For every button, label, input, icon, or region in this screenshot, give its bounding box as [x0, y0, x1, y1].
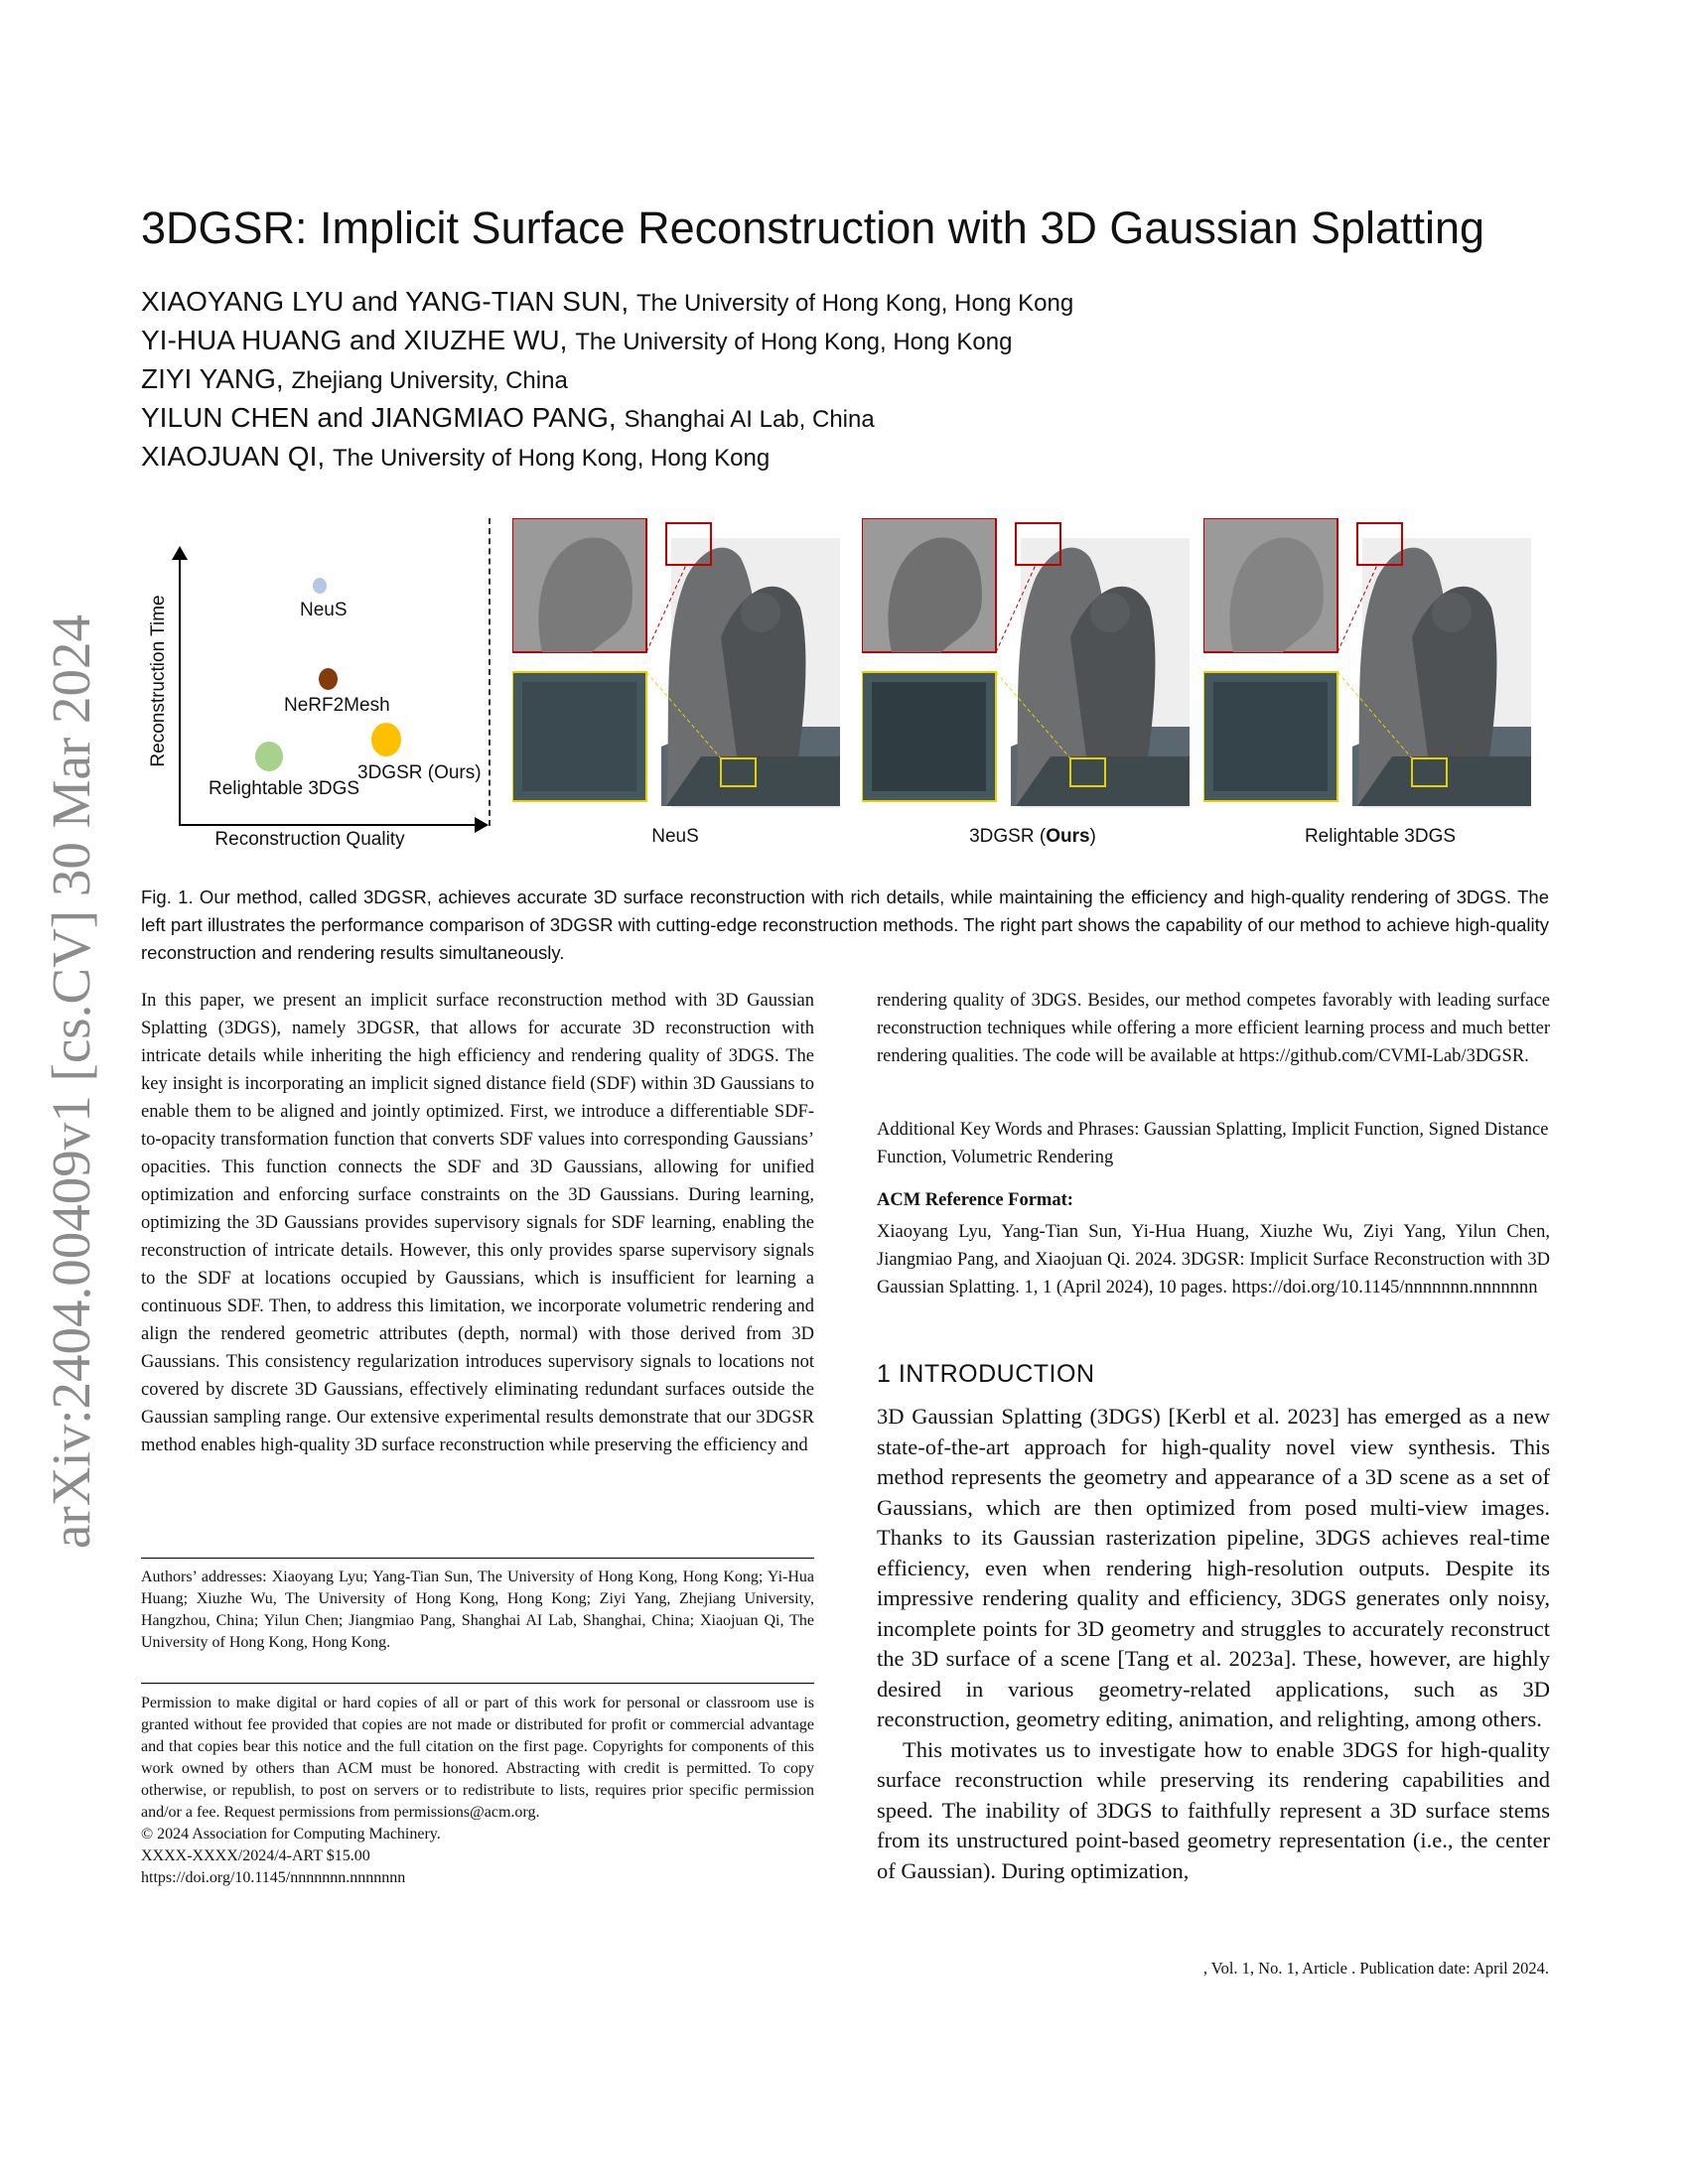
y-axis — [179, 556, 181, 826]
statue-render-image — [862, 518, 1190, 808]
point-label-nerf2mesh: NeRF2Mesh — [284, 695, 390, 716]
author-line — [141, 402, 875, 434]
permission-text: Permission to make digital or hard copies of all or part of this work for personal or classroom use is granted without fee provided that copies are not made or distributed for profit or commercial advantage and that copies bear this notice and the full citation on the first page. Copyrights for components of this work owned by others than ACM must be honored. Abstracting with credit is permitted. To copy otherwise, or republish, to post on servers or to redistribute to lists, requires prior specific permission and/or a fee. Request permissions from permissions@acm.org. — [141, 1695, 814, 1821]
acm-reference: Xiaoyang Lyu, Yang-Tian Sun, Yi-Hua Huang, Xiuzhe Wu, Ziyi Yang, Yilun Chen, Jiangmiao Pang, and Xiaojuan Qi. 2024. 3DGSR: Implicit Surface Reconstruction with 3D Gaussian Splatting. 1, 1 (April 2024), 10 pages. https://doi.org/10.1145/nnnnnnn.nnnnnnn — [877, 1222, 1550, 1297]
panel-3dgsr — [862, 518, 1190, 808]
paragraph: 3D Gaussian Splatting (3DGS) [Kerbl et al. 2023] has emerged as a new state-of-the-art approach for high-quality novel view synthesis. This method represents the geometry and appearance of a 3D scene as a set of Gaussians, which are then optimized from posed multi-view images. Thanks to its Gaussian rasterization pipeline, 3DGS achieves real-time efficiency, even when rendering high-resolution outputs. Despite its impressive rendering quality and efficiency, 3DGS generates only noisy, incomplete points for 3D geometry and struggles to accurately reconstruct the 3D surface of a scene [Tang et al. 2023a]. These, however, are highly desired in various geometry-related applications, such as 3D reconstruction, geometry editing, animation, and relighting, among others. — [877, 1404, 1550, 1731]
performance-plot — [141, 516, 498, 849]
author-line — [141, 325, 1012, 356]
author-affiliation: Shanghai AI Lab, China — [624, 406, 875, 433]
section-heading-introduction: 1 INTRODUCTION — [877, 1360, 1095, 1388]
author-affiliation: The University of Hong Kong, Hong Kong — [332, 445, 771, 472]
point-3dgsr — [371, 723, 401, 756]
acm-reference-heading: ACM Reference Format: — [877, 1190, 1073, 1210]
footnote-rule — [141, 1558, 814, 1559]
introduction-body — [877, 1402, 1550, 1886]
panel-label-3dgsr-prefix: 3DGSR ( — [969, 826, 1047, 847]
permission-block — [141, 1693, 814, 1889]
x-axis — [179, 824, 477, 826]
panel-label-neus: NeuS — [651, 826, 699, 847]
statue-render-image — [1203, 518, 1531, 808]
author-line — [141, 363, 568, 395]
panel-relightable-3dgs — [1203, 518, 1531, 808]
statue-render-image — [512, 518, 840, 808]
page-footer: , Vol. 1, No. 1, Article . Publication date: April 2024. — [1202, 1959, 1549, 1978]
author-names: YI-HUA HUANG and XIUZHE WU, — [141, 325, 568, 355]
footnote-rule — [141, 1683, 814, 1684]
panel-label-3dgsr-suffix: ) — [1089, 826, 1096, 847]
keywords: Additional Key Words and Phrases: Gaussian Splatting, Implicit Function, Signed Distance Function, Volumetric Rendering — [877, 1120, 1549, 1167]
panel-label-relightable-3dgs: Relightable 3DGS — [1304, 826, 1457, 847]
author-affiliation: The University of Hong Kong, Hong Kong — [635, 290, 1074, 317]
panel-label-3dgsr-bold: Ours — [1046, 826, 1090, 847]
doi-line: https://doi.org/10.1145/nnnnnnn.nnnnnnn — [141, 1869, 406, 1886]
figure-divider — [489, 518, 491, 826]
author-line — [141, 286, 1073, 318]
x-axis-label: Reconstruction Quality — [214, 829, 405, 850]
paragraph: This motivates us to investigate how to enable 3DGS for high-quality surface reconstruction while preserving its rendering capabilities and speed. The inability of 3DGS to faithfully represent a 3D surface stems from its unstructured point-based geometry representation (i.e., the center of Gaussian). During optimization, — [877, 1736, 1550, 1883]
author-names: YILUN CHEN and JIANGMIAO PANG, — [141, 402, 617, 433]
point-neus — [313, 578, 327, 594]
author-names: XIAOJUAN QI, — [141, 441, 326, 472]
arxiv-stamp: arXiv:2404.00409v1 [cs.CV] 30 Mar 2024 — [41, 614, 101, 1549]
y-axis-label: Reconstruction Time — [148, 595, 169, 767]
point-label-relightable-3dgs: Relightable 3DGS — [209, 778, 360, 799]
point-nerf2mesh — [319, 668, 338, 690]
abstract: In this paper, we present an implicit surface reconstruction method with 3D Gaussian Splatting (3DGS), namely 3DGSR, that allows for accurate 3D reconstruction with intricate details while inheriting the high efficiency and rendering quality of 3DGS. The key insight is incorporating an implicit signed distance field (SDF) within 3D Gaussians to enable them to be aligned and jointly optimized. First, we introduce a differentiable SDF-to-opacity transformation function that converts SDF values into corresponding Gaussians’ opacities. This function connects the SDF and 3D Gaussians, allowing for unified optimization and enforcing surface constraints on the 3D Gaussians. During learning, optimizing the 3D Gaussians provides supervisory signals for SDF learning, enabling the reconstruction of intricate details. However, this only provides sparse supervisory signals to the SDF at locations occupied by Gaussians, which is insufficient for learning a continuous SDF. Then, to address this limitation, we incorporate volumetric rendering and align the rendered geometric attributes (depth, normal) with those derived from 3D Gaussians. This consistency regularization introduces supervisory signals to locations not covered by discrete 3D Gaussians, effectively eliminating redundant surfaces outside the Gaussian sampling range. Our extensive experimental results demonstrate that our 3DGSR method enables high-quality 3D surface reconstruction while preserving the efficiency and — [141, 991, 814, 1455]
author-names: XIAOYANG LYU and YANG-TIAN SUN, — [141, 286, 630, 317]
figure-caption: Fig. 1. Our method, called 3DGSR, achieves accurate 3D surface reconstruction with rich details, while maintaining the efficiency and high-quality rendering of 3DGS. The left part illustrates the performance comparison of 3DGSR with cutting-edge reconstruction methods. The right part shows the capability of our method to achieve high-quality reconstruction and rendering results simultaneously. — [141, 887, 1549, 963]
authors-addresses: Authors’ addresses: Xiaoyang Lyu; Yang-Tian Sun, The University of Hong Kong, Hong Kong; Yi-Hua Huang; Xiuzhe Wu, The University of Hong Kong, Hong Kong; Ziyi Yang, Zhejiang University, Hangzhou, China; Yilun Chen; Jiangmiao Pang, Shanghai AI Lab, Shanghai, China; Xiaojuan Qi, The University of Hong Kong, Hong Kong. — [141, 1569, 814, 1651]
panel-label-3dgsr — [953, 826, 1112, 848]
paper-title: 3DGSR: Implicit Surface Reconstruction with 3D Gaussian Splatting — [141, 203, 1485, 253]
panel-neus — [512, 518, 840, 808]
author-line — [141, 441, 770, 473]
copyright-line: © 2024 Association for Computing Machinery. — [141, 1826, 441, 1843]
author-affiliation: Zhejiang University, China — [291, 367, 568, 394]
abstract-continued: rendering quality of 3DGS. Besides, our method competes favorably with leading surface reconstruction techniques while offering a more efficient learning process and much better rendering qualities. The code will be available at https://github.com/CVMI-Lab/3DGSR. — [877, 991, 1550, 1066]
author-names: ZIYI YANG, — [141, 363, 284, 394]
y-axis-arrow-icon — [172, 546, 188, 560]
point-label-neus: NeuS — [300, 600, 348, 620]
x-axis-arrow-icon — [475, 817, 489, 833]
isbn-line: XXXX-XXXX/2024/4-ART $15.00 — [141, 1847, 370, 1864]
point-label-3dgsr: 3DGSR (Ours) — [357, 762, 482, 783]
author-affiliation: The University of Hong Kong, Hong Kong — [575, 329, 1013, 355]
point-relightable-3dgs — [255, 742, 283, 771]
